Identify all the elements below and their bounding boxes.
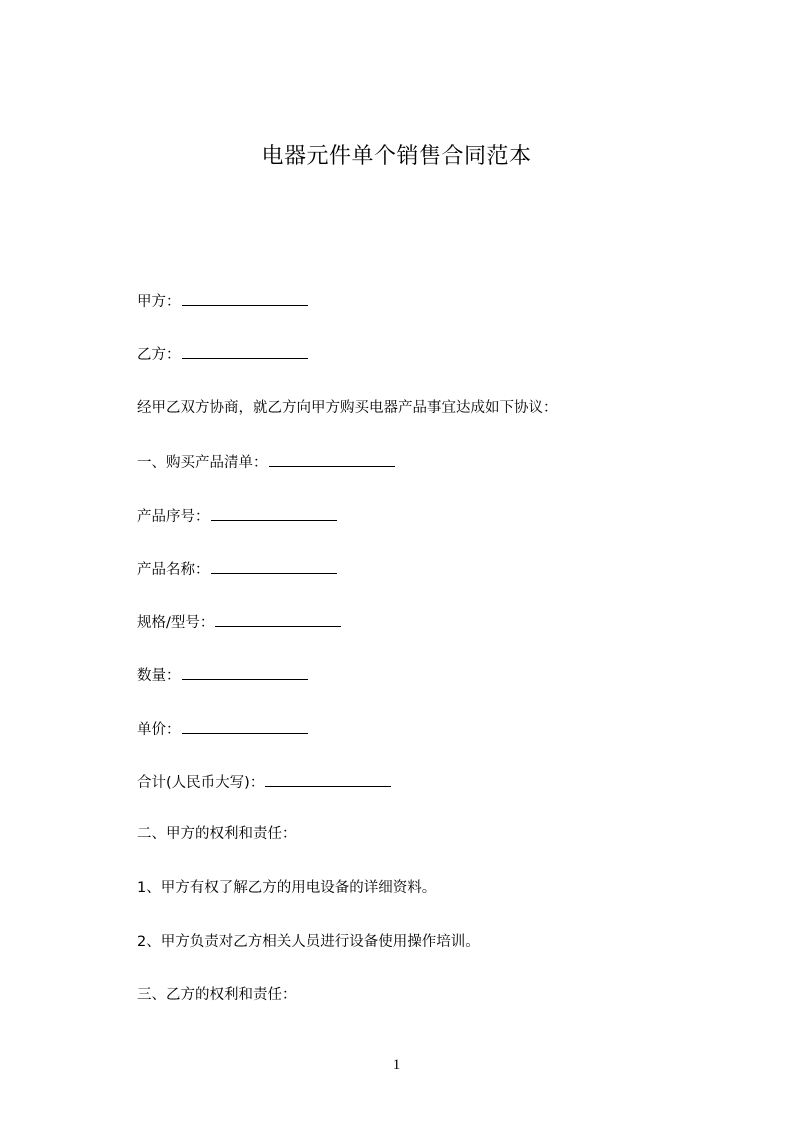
agreement-intro: [137, 396, 558, 420]
section-1-label: 一、购买产品清单：: [137, 455, 268, 471]
party-a-clause-2: [137, 930, 480, 954]
product-serial-label: 产品序号：: [137, 509, 210, 525]
product-name-line: [137, 557, 337, 581]
quantity-label: 数量：: [137, 668, 181, 684]
spec-model-blank: [215, 610, 341, 627]
party-a-label: 甲方：: [137, 294, 181, 310]
total-line: [137, 770, 391, 794]
product-serial-line: [137, 504, 337, 528]
section-2-label: 二、甲方的权利和责任：: [137, 826, 297, 842]
section-1-heading: [137, 450, 395, 474]
spec-model-label: 规格/型号：: [137, 615, 215, 631]
section-2-heading: [137, 822, 297, 846]
product-serial-blank: [211, 504, 337, 521]
quantity-line: [137, 663, 308, 687]
section-1-blank: [269, 450, 395, 467]
party-a-clause-1-text: 1、甲方有权了解乙方的用电设备的详细资料。: [137, 880, 437, 896]
section-3-label: 三、乙方的权利和责任：: [137, 987, 297, 1003]
party-b-blank: [182, 342, 308, 359]
party-b-line: [137, 342, 308, 366]
page-number: 1: [392, 1057, 401, 1073]
document-title: 电器元件单个销售合同范本: [261, 144, 532, 169]
unit-price-line: [137, 717, 308, 741]
quantity-blank: [182, 663, 308, 680]
total-label: 合计(人民币大写)：: [137, 775, 265, 791]
product-name-blank: [211, 557, 337, 574]
spec-model-line: [137, 610, 341, 634]
agreement-intro-text: 经甲乙双方协商，就乙方向甲方购买电器产品事宜达成如下协议：: [137, 400, 558, 416]
party-a-clause-2-text: 2、甲方负责对乙方相关人员进行设备使用操作培训。: [137, 934, 480, 950]
section-3-heading: [137, 983, 297, 1007]
product-name-label: 产品名称：: [137, 562, 210, 578]
total-blank: [265, 770, 391, 787]
party-b-label: 乙方：: [137, 347, 181, 363]
unit-price-blank: [182, 717, 308, 734]
party-a-blank: [182, 289, 308, 306]
unit-price-label: 单价：: [137, 722, 181, 738]
party-a-clause-1: [137, 876, 436, 900]
party-a-line: [137, 289, 308, 313]
